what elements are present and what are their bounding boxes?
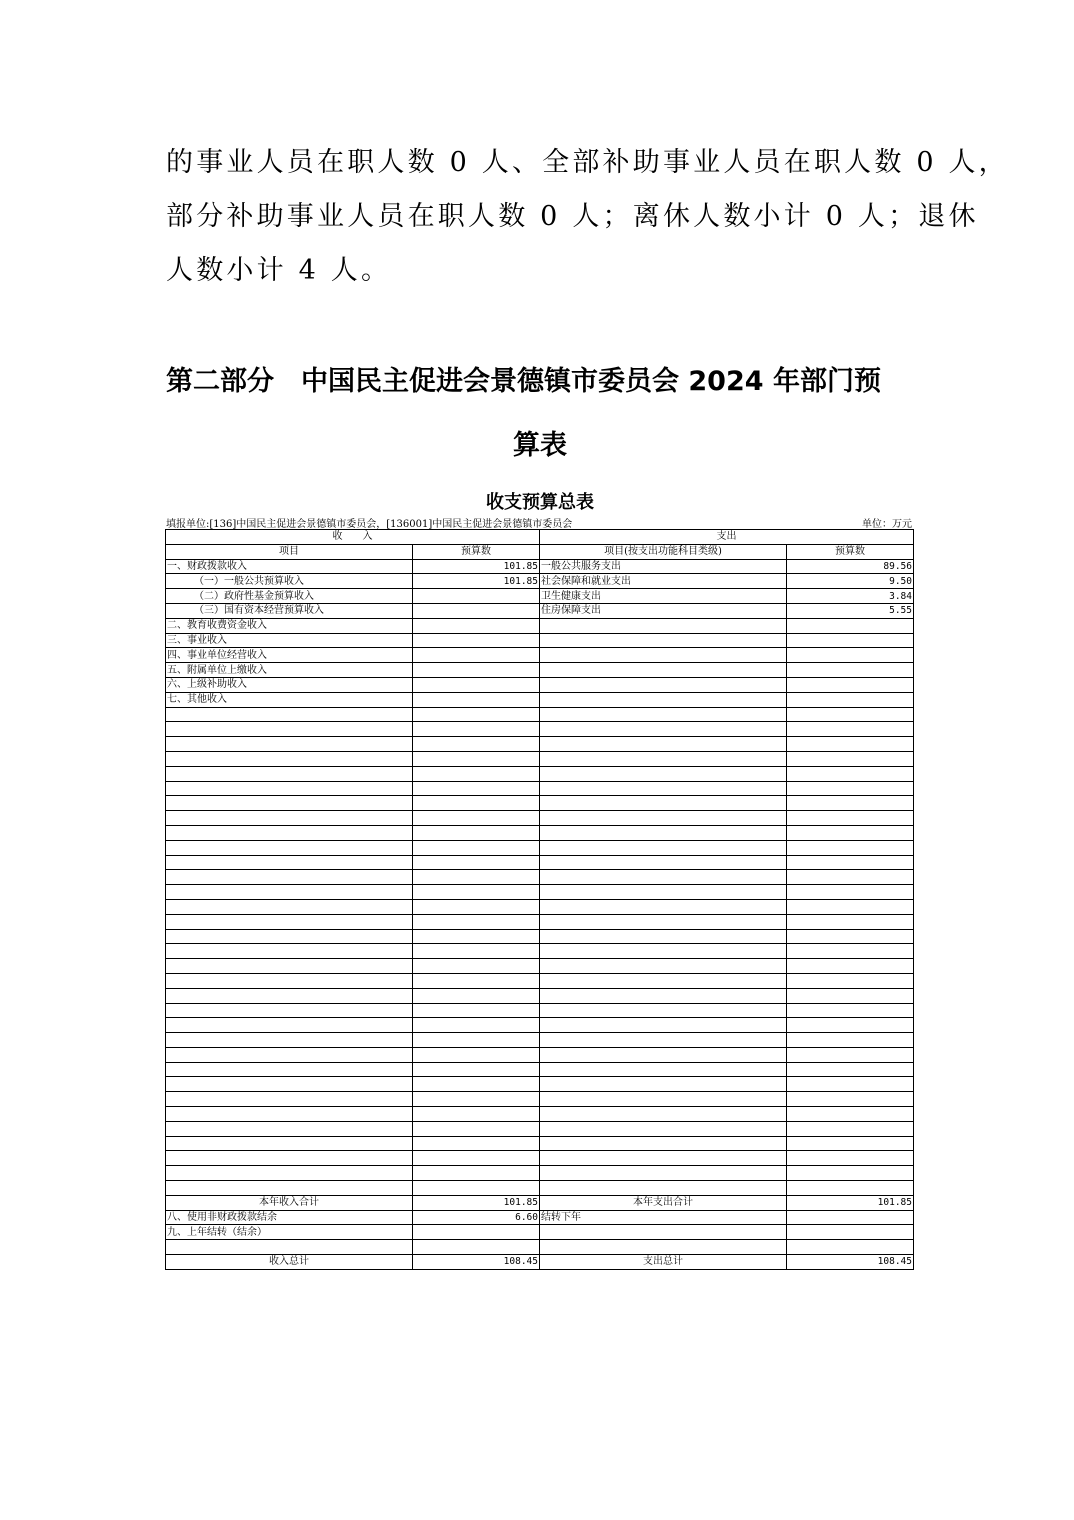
table-row <box>166 929 914 944</box>
table-cell <box>787 648 914 663</box>
empty-cell <box>540 1092 787 1107</box>
empty-cell <box>413 825 540 840</box>
empty-cell <box>166 1092 413 1107</box>
empty-cell <box>540 1166 787 1181</box>
table-row <box>166 1092 914 1107</box>
empty-cell <box>166 1033 413 1048</box>
table-cell: 101.85 <box>413 559 540 574</box>
table-row <box>166 1062 914 1077</box>
empty-cell <box>413 766 540 781</box>
empty-cell <box>540 1151 787 1166</box>
empty-cell <box>787 1003 914 1018</box>
table-row <box>166 811 914 826</box>
table-row <box>166 988 914 1003</box>
empty-cell <box>413 811 540 826</box>
empty-cell <box>166 1107 413 1122</box>
empty-cell <box>166 855 413 870</box>
empty-cell <box>787 855 914 870</box>
empty-cell <box>413 1166 540 1181</box>
empty-cell <box>166 973 413 988</box>
empty-cell <box>413 781 540 796</box>
col-item: 项目 <box>166 544 413 559</box>
table-header-row <box>166 530 914 545</box>
table-row <box>166 870 914 885</box>
unit-label: 单位：万元 <box>862 519 912 530</box>
empty-cell <box>540 751 787 766</box>
empty-cell <box>787 1240 914 1255</box>
intro-line: 的事业人员在职人数 0 人、全部补助事业人员在职人数 0 人， <box>166 147 1009 178</box>
col-budget: 预算数 <box>413 544 540 559</box>
table-row <box>166 1033 914 1048</box>
table-row <box>166 1107 914 1122</box>
empty-cell <box>413 1107 540 1122</box>
empty-cell <box>166 751 413 766</box>
empty-cell <box>413 944 540 959</box>
empty-cell <box>413 1151 540 1166</box>
empty-cell <box>413 870 540 885</box>
section-heading <box>166 350 914 478</box>
empty-cell <box>787 1092 914 1107</box>
empty-cell <box>413 914 540 929</box>
empty-cell <box>166 707 413 722</box>
empty-cell <box>787 781 914 796</box>
empty-cell <box>413 1033 540 1048</box>
table-row <box>166 589 914 604</box>
table-cell: 收入总计 <box>166 1255 413 1270</box>
table-cell: 四、事业单位经营收入 <box>166 648 413 663</box>
table-row <box>166 722 914 737</box>
empty-cell <box>166 1003 413 1018</box>
empty-cell <box>166 1018 413 1033</box>
table-row <box>166 1018 914 1033</box>
table-row <box>166 648 914 663</box>
table-cell: 6.60 <box>413 1210 540 1225</box>
table-row <box>166 1003 914 1018</box>
empty-cell <box>166 766 413 781</box>
header-expense: 支出 <box>540 530 914 545</box>
table-row <box>166 840 914 855</box>
table-cell <box>540 633 787 648</box>
empty-cell <box>787 766 914 781</box>
empty-cell <box>166 899 413 914</box>
empty-cell <box>540 1047 787 1062</box>
table-cell <box>787 633 914 648</box>
empty-cell <box>413 796 540 811</box>
empty-cell <box>413 1121 540 1136</box>
table-row <box>166 1240 914 1255</box>
table-cell <box>540 677 787 692</box>
empty-cell <box>787 1107 914 1122</box>
empty-cell <box>166 914 413 929</box>
table-row <box>166 1151 914 1166</box>
table-row <box>166 1225 914 1240</box>
table-row <box>166 1210 914 1225</box>
empty-cell <box>787 811 914 826</box>
table-cell: 108.45 <box>787 1255 914 1270</box>
empty-cell <box>540 737 787 752</box>
empty-cell <box>787 1181 914 1196</box>
empty-cell <box>166 1047 413 1062</box>
table-cell: 3.84 <box>787 589 914 604</box>
empty-cell <box>540 959 787 974</box>
empty-cell <box>540 840 787 855</box>
col-exp-budget: 预算数 <box>787 544 914 559</box>
empty-cell <box>413 1018 540 1033</box>
empty-cell <box>787 1077 914 1092</box>
empty-cell <box>540 1136 787 1151</box>
empty-cell <box>413 1240 540 1255</box>
empty-cell <box>787 1225 914 1240</box>
empty-cell <box>166 737 413 752</box>
table-cell: 支出总计 <box>540 1255 787 1270</box>
table-cell: 一般公共服务支出 <box>540 559 787 574</box>
empty-cell <box>787 1062 914 1077</box>
table-title: 收支预算总表 <box>486 492 594 513</box>
table-cell <box>787 692 914 707</box>
empty-cell <box>540 781 787 796</box>
empty-cell <box>540 1240 787 1255</box>
empty-cell <box>540 870 787 885</box>
empty-cell <box>413 1003 540 1018</box>
empty-cell <box>413 737 540 752</box>
table-cell <box>540 663 787 678</box>
table-cell <box>540 648 787 663</box>
table-row <box>166 633 914 648</box>
empty-cell <box>787 870 914 885</box>
table-cell <box>787 663 914 678</box>
table-cell <box>540 692 787 707</box>
table-cell: 八、使用非财政拨款结余 <box>166 1210 413 1225</box>
table-cell: 九、上年结转（结余） <box>166 1225 413 1240</box>
empty-cell <box>540 988 787 1003</box>
empty-cell <box>166 988 413 1003</box>
empty-cell <box>166 811 413 826</box>
header-income: 收 入 <box>166 530 540 545</box>
table-cell <box>787 618 914 633</box>
empty-cell <box>166 722 413 737</box>
table-row <box>166 707 914 722</box>
empty-cell <box>413 707 540 722</box>
empty-cell <box>787 1121 914 1136</box>
empty-cell <box>787 840 914 855</box>
empty-cell <box>413 1225 540 1240</box>
empty-cell <box>540 973 787 988</box>
section-heading-line1: 第二部分 中国民主促进会景德镇市委员会 2024 年部门预 <box>166 366 881 397</box>
table-row <box>166 914 914 929</box>
empty-cell <box>787 1018 914 1033</box>
empty-cell <box>787 988 914 1003</box>
empty-cell <box>540 1062 787 1077</box>
table-cell <box>413 633 540 648</box>
empty-cell <box>540 855 787 870</box>
table-row <box>166 781 914 796</box>
table-cell <box>413 677 540 692</box>
empty-cell <box>787 751 914 766</box>
table-cell <box>540 618 787 633</box>
table-row <box>166 1121 914 1136</box>
empty-cell <box>413 855 540 870</box>
empty-cell <box>540 1181 787 1196</box>
table-cell <box>413 692 540 707</box>
empty-cell <box>787 929 914 944</box>
table-row <box>166 796 914 811</box>
table-cell: （二）政府性基金预算收入 <box>166 589 413 604</box>
table-cell: 9.50 <box>787 574 914 589</box>
empty-cell <box>540 929 787 944</box>
empty-cell <box>413 959 540 974</box>
table-cell <box>413 618 540 633</box>
empty-cell <box>166 825 413 840</box>
empty-cell <box>413 1077 540 1092</box>
intro-paragraph <box>166 136 1009 298</box>
empty-cell <box>787 825 914 840</box>
empty-cell <box>540 766 787 781</box>
empty-cell <box>787 914 914 929</box>
empty-cell <box>166 1181 413 1196</box>
empty-cell <box>413 973 540 988</box>
empty-cell <box>787 1210 914 1225</box>
empty-cell <box>413 1181 540 1196</box>
table-row <box>166 766 914 781</box>
empty-cell <box>540 944 787 959</box>
table-cell: 五、附属单位上缴收入 <box>166 663 413 678</box>
empty-cell <box>166 796 413 811</box>
empty-cell <box>166 1121 413 1136</box>
table-cell: 5.55 <box>787 603 914 618</box>
table-cell: 住房保障支出 <box>540 603 787 618</box>
table-row <box>166 751 914 766</box>
empty-cell <box>166 1077 413 1092</box>
table-cell: 一、财政拨款收入 <box>166 559 413 574</box>
empty-cell <box>540 1107 787 1122</box>
empty-cell <box>540 707 787 722</box>
empty-cell <box>166 1062 413 1077</box>
table-row <box>166 1181 914 1196</box>
table-row <box>166 692 914 707</box>
empty-cell <box>166 929 413 944</box>
table-cell: 101.85 <box>413 574 540 589</box>
empty-cell <box>540 811 787 826</box>
empty-cell <box>787 1166 914 1181</box>
table-cell: 社会保障和就业支出 <box>540 574 787 589</box>
table-cell: 二、教育收费资金收入 <box>166 618 413 633</box>
table-cell: 结转下年 <box>540 1210 787 1225</box>
empty-cell <box>540 1225 787 1240</box>
empty-cell <box>540 914 787 929</box>
table-row <box>166 603 914 618</box>
table-cell: 卫生健康支出 <box>540 589 787 604</box>
empty-cell <box>413 1092 540 1107</box>
table-cell: 89.56 <box>787 559 914 574</box>
empty-cell <box>787 959 914 974</box>
table-row <box>166 959 914 974</box>
empty-cell <box>787 707 914 722</box>
empty-cell <box>787 1151 914 1166</box>
table-cell <box>413 603 540 618</box>
table-row <box>166 574 914 589</box>
table-cell: 本年收入合计 <box>166 1195 413 1210</box>
empty-cell <box>166 781 413 796</box>
empty-cell <box>787 944 914 959</box>
table-row <box>166 559 914 574</box>
empty-cell <box>166 885 413 900</box>
empty-cell <box>413 840 540 855</box>
budget-table <box>165 529 914 1270</box>
table-cell: （一）一般公共预算收入 <box>166 574 413 589</box>
empty-cell <box>166 1166 413 1181</box>
table-cell <box>787 677 914 692</box>
empty-cell <box>787 899 914 914</box>
table-cell: 本年支出合计 <box>540 1195 787 1210</box>
table-row <box>166 1195 914 1210</box>
fill-unit: 填报单位:[136]中国民主促进会景德镇市委员会，[136001]中国民主促进会景德镇市委员会 <box>166 519 573 530</box>
table-row <box>166 825 914 840</box>
table-row <box>166 944 914 959</box>
empty-cell <box>413 988 540 1003</box>
table-row <box>166 1255 914 1270</box>
empty-cell <box>540 1121 787 1136</box>
empty-cell <box>787 722 914 737</box>
table-row <box>166 855 914 870</box>
table-row <box>166 1047 914 1062</box>
table-row <box>166 899 914 914</box>
empty-cell <box>413 899 540 914</box>
empty-cell <box>540 825 787 840</box>
empty-cell <box>787 885 914 900</box>
empty-cell <box>166 944 413 959</box>
table-row <box>166 885 914 900</box>
empty-cell <box>166 1136 413 1151</box>
section-heading-line2: 算表 <box>513 430 567 461</box>
table-row <box>166 973 914 988</box>
table-row <box>166 618 914 633</box>
table-row <box>166 663 914 678</box>
empty-cell <box>540 1018 787 1033</box>
intro-line: 部分补助事业人员在职人数 0 人；离休人数小计 0 人；退休 <box>166 201 979 232</box>
table-row <box>166 1136 914 1151</box>
empty-cell <box>413 929 540 944</box>
empty-cell <box>413 1136 540 1151</box>
intro-line: 人数小计 4 人。 <box>166 255 392 286</box>
table-cell: 108.45 <box>413 1255 540 1270</box>
empty-cell <box>166 959 413 974</box>
table-row <box>166 677 914 692</box>
empty-cell <box>787 973 914 988</box>
table-row <box>166 1166 914 1181</box>
table-subheader-row <box>166 544 914 559</box>
table-cell: 七、其他收入 <box>166 692 413 707</box>
table-cell: 六、上级补助收入 <box>166 677 413 692</box>
empty-cell <box>540 899 787 914</box>
table-cell: 三、事业收入 <box>166 633 413 648</box>
empty-cell <box>166 1151 413 1166</box>
empty-cell <box>540 796 787 811</box>
empty-cell <box>166 870 413 885</box>
empty-cell <box>787 1136 914 1151</box>
empty-cell <box>787 737 914 752</box>
empty-cell <box>413 722 540 737</box>
table-row <box>166 737 914 752</box>
empty-cell <box>540 885 787 900</box>
empty-cell <box>787 1047 914 1062</box>
empty-cell <box>166 1240 413 1255</box>
empty-cell <box>540 1003 787 1018</box>
table-cell: 101.85 <box>787 1195 914 1210</box>
col-exp-item: 项目(按支出功能科目类级) <box>540 544 787 559</box>
table-row <box>166 1077 914 1092</box>
table-cell <box>413 663 540 678</box>
empty-cell <box>540 722 787 737</box>
table-cell <box>413 648 540 663</box>
empty-cell <box>413 885 540 900</box>
empty-cell <box>787 1033 914 1048</box>
empty-cell <box>166 840 413 855</box>
table-cell <box>413 589 540 604</box>
table-cell: （三）国有资本经营预算收入 <box>166 603 413 618</box>
empty-cell <box>540 1033 787 1048</box>
empty-cell <box>787 796 914 811</box>
empty-cell <box>413 1062 540 1077</box>
empty-cell <box>540 1077 787 1092</box>
table-cell: 101.85 <box>413 1195 540 1210</box>
empty-cell <box>413 1047 540 1062</box>
empty-cell <box>413 751 540 766</box>
